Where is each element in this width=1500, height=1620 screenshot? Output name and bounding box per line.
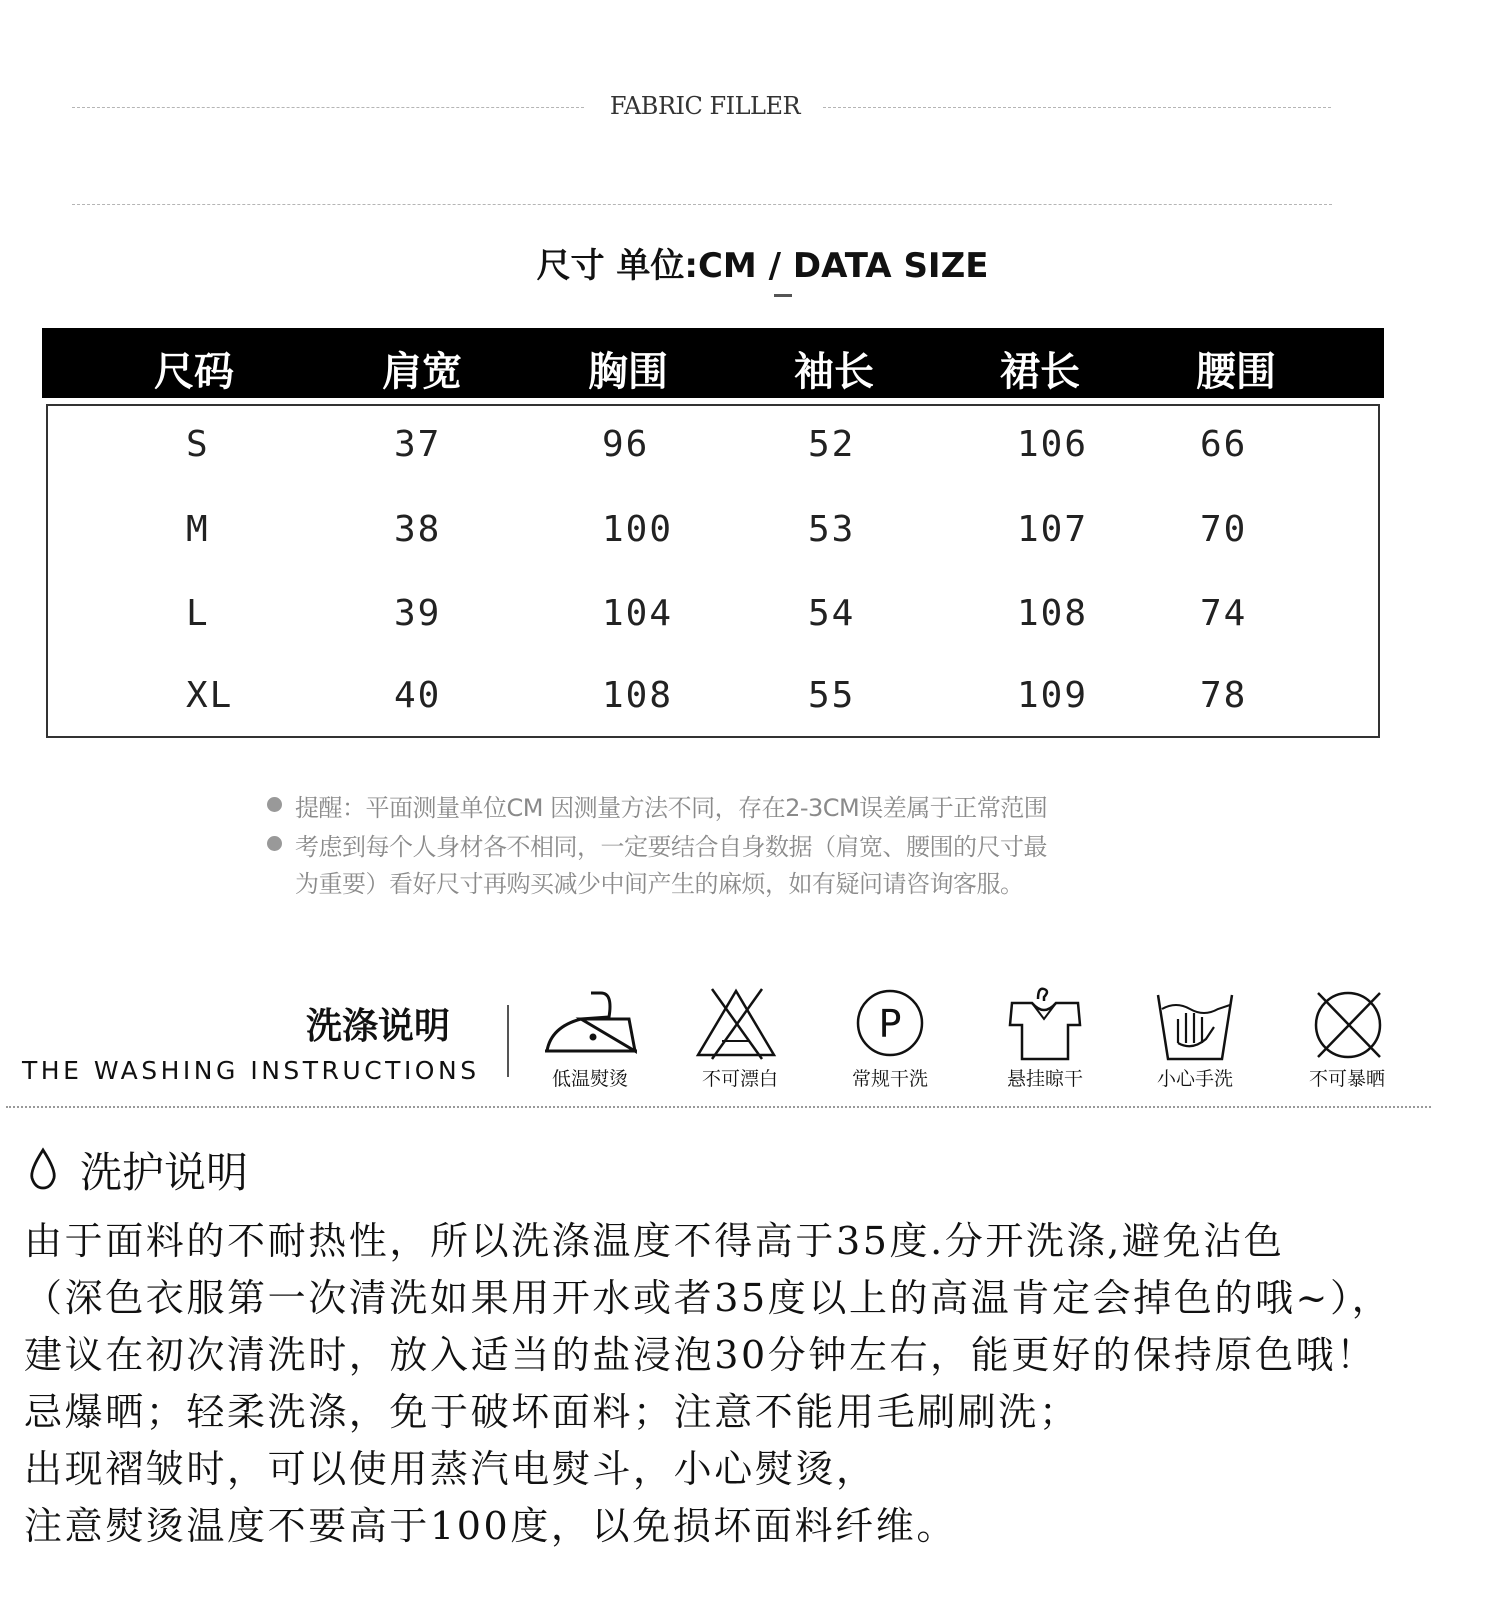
cell-shoulder: 37	[394, 424, 442, 465]
no-bleach-icon	[692, 985, 802, 1065]
cell-waist: 78	[1200, 675, 1248, 716]
no-sun-drying-icon	[1312, 985, 1422, 1065]
water-drop-icon	[26, 1146, 60, 1192]
size-section-title: 尺寸 单位:CM / DATA SIZE	[536, 246, 989, 286]
title-underline	[774, 294, 792, 297]
svg-text:P: P	[878, 1002, 902, 1046]
size-table-header	[42, 328, 1384, 398]
note-body-size-line2: 为重要）看好尺寸再购买减少中间产生的麻烦，如有疑问请咨询客服。	[295, 870, 1024, 898]
dotted-divider	[6, 1106, 1431, 1108]
divider-left	[72, 107, 584, 108]
cell-waist: 74	[1200, 593, 1248, 634]
column-header-waist: 腰围	[1196, 349, 1276, 395]
column-header-bust: 胸围	[588, 349, 668, 395]
cell-skirt-length: 107	[1017, 509, 1089, 550]
cell-size: XL	[186, 675, 234, 716]
dry-clean-p-icon	[850, 985, 960, 1065]
hang-dry-icon	[1002, 985, 1112, 1065]
column-header-sleeve: 袖长	[794, 349, 874, 395]
cell-bust: 108	[602, 675, 674, 716]
cell-shoulder: 39	[394, 593, 442, 634]
cell-skirt-length: 109	[1017, 675, 1089, 716]
table-row	[48, 509, 1378, 549]
cell-waist: 70	[1200, 509, 1248, 550]
cell-size: M	[186, 509, 210, 550]
washing-title-cn: 洗涤说明	[306, 1006, 451, 1047]
cell-bust: 96	[602, 424, 650, 465]
care-title: 洗护说明	[80, 1148, 249, 1197]
washing-title-en: THE WASHING INSTRUCTIONS	[22, 1056, 480, 1085]
table-row	[48, 675, 1378, 715]
care-line: 出现褶皱时，可以使用蒸汽电熨斗，小心熨烫，	[24, 1447, 877, 1491]
wash-label-dry-clean: 常规干洗	[851, 1068, 928, 1090]
wash-label-hang-dry: 悬挂晾干	[1006, 1068, 1083, 1090]
note-body-size-line1: 考虑到每个人身材各不相同，一定要结合自身数据（肩宽、腰围的尺寸最	[295, 833, 1047, 861]
cell-size: L	[186, 593, 210, 634]
low-temperature-iron-icon	[541, 985, 651, 1065]
cell-bust: 104	[602, 593, 674, 634]
care-line: 由于面料的不耐热性，所以洗涤温度不得高于35度.分开洗涤,避免沾色	[24, 1219, 1285, 1263]
column-header-shoulder: 肩宽	[382, 349, 462, 395]
table-row	[48, 593, 1378, 633]
hand-wash-icon	[1152, 985, 1262, 1065]
table-row	[48, 424, 1378, 464]
column-header-size: 尺码	[154, 349, 234, 395]
wash-label-no-bleach: 不可漂白	[701, 1068, 778, 1090]
cell-skirt-length: 106	[1017, 424, 1089, 465]
size-table-body	[46, 404, 1380, 738]
care-line: 建议在初次清洗时，放入适当的盐浸泡30分钟左右，能更好的保持原色哦！	[24, 1333, 1377, 1377]
cell-sleeve: 55	[808, 675, 856, 716]
column-header-skirt-length: 裙长	[1000, 349, 1080, 395]
wash-label-no-sun: 不可暴晒	[1308, 1068, 1385, 1090]
bullet-dot	[267, 836, 282, 851]
cell-bust: 100	[602, 509, 674, 550]
care-line: 注意熨烫温度不要高于100度，以免损坏面料纤维。	[24, 1504, 957, 1548]
cell-sleeve: 53	[808, 509, 856, 550]
care-line: 忌爆晒；轻柔洗涤，免于破坏面料；注意不能用毛刷刷洗；	[24, 1390, 1080, 1434]
note-measurement: 提醒：平面测量单位CM 因测量方法不同，存在2-3CM误差属于正常范围	[295, 794, 1048, 822]
bullet-dot	[267, 797, 282, 812]
wash-label-hand-wash: 小心手洗	[1156, 1068, 1233, 1090]
cell-shoulder: 38	[394, 509, 442, 550]
washing-separator	[507, 1005, 509, 1077]
care-line: （深色衣服第一次清洗如果用开水或者35度以上的高温肯定会掉色的哦~），	[24, 1276, 1393, 1320]
divider-lower	[72, 204, 1332, 205]
fabric-filler-title: FABRIC FILLER	[609, 92, 801, 120]
cell-size: S	[186, 424, 210, 465]
cell-skirt-length: 108	[1017, 593, 1089, 634]
cell-shoulder: 40	[394, 675, 442, 716]
cell-sleeve: 52	[808, 424, 856, 465]
cell-waist: 66	[1200, 424, 1248, 465]
divider-right	[823, 107, 1331, 108]
cell-sleeve: 54	[808, 593, 856, 634]
wash-label-iron: 低温熨烫	[551, 1068, 628, 1090]
